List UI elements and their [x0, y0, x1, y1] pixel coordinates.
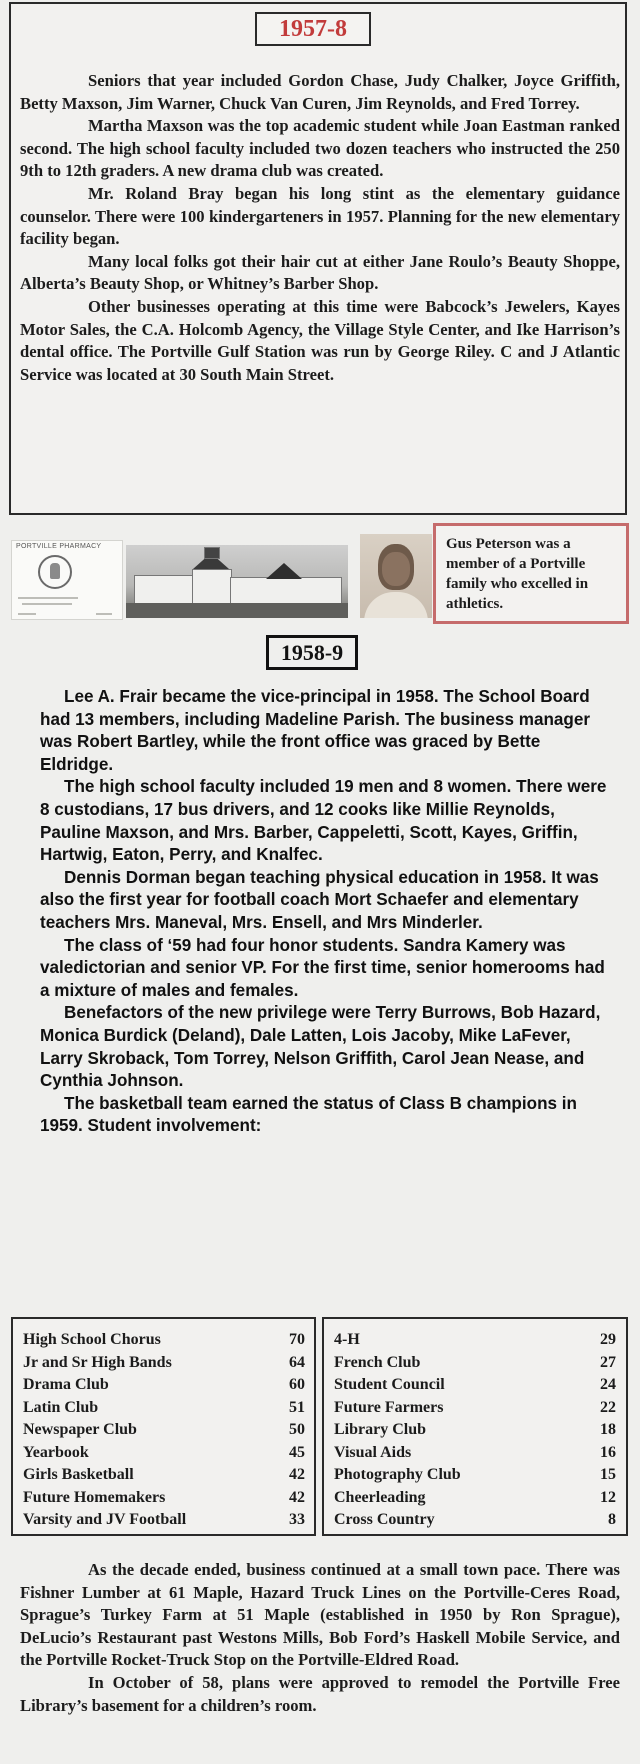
pharmacy-card-title: PORTVILLE PHARMACY: [16, 543, 102, 550]
activity-name: Cheerleading: [334, 1488, 426, 1506]
table-row: [13, 1487, 314, 1510]
involvement-table-right: [322, 1317, 628, 1536]
activity-count: 70: [289, 1331, 305, 1348]
paragraph: Seniors that year included Gordon Chase, Judy Chalker, Joyce Griffith, Betty Maxson, Jim Warner, Chuck Van Curen, Jim Reynolds, and Fred Torrey.: [20, 71, 620, 113]
activity-count: 18: [600, 1421, 616, 1438]
activity-count: 42: [289, 1466, 305, 1483]
closing-text: [20, 1559, 620, 1717]
gus-peterson-portrait: [360, 534, 432, 618]
photo-caption: Gus Peterson was a member of a Portville family who excelled in athletics.: [433, 523, 629, 624]
activity-count: 50: [289, 1421, 305, 1438]
paragraph: Mr. Roland Bray began his long stint as the elementary guidance counselor. There were 100 kindergarteners in 1957. Planning for the new elementary facility began.: [20, 183, 620, 249]
activity-name: Yearbook: [23, 1443, 89, 1461]
card-text-line: [18, 613, 36, 615]
table-row: [324, 1419, 626, 1442]
table-row: [13, 1329, 314, 1352]
paragraph: The basketball team earned the status of Class B champions in 1959. Student involvement:: [40, 1093, 577, 1136]
activity-name: Drama Club: [23, 1376, 109, 1393]
activity-count: 29: [600, 1331, 616, 1348]
activity-count: 64: [289, 1353, 305, 1371]
table-row: [13, 1464, 314, 1487]
card-text-line: [96, 613, 112, 615]
activity-name: Visual Aids: [334, 1443, 412, 1461]
activity-name: 4-H: [334, 1331, 360, 1348]
paragraph: Lee A. Frair became the vice-principal in 1958. The School Board had 13 members, including Madeline Parish. The business manager was Robert Bartley, while the front office was graced by Bette Eldridge.: [40, 687, 591, 774]
activity-count: 15: [600, 1466, 616, 1483]
activity-count: 60: [289, 1376, 305, 1393]
activity-name: Newspaper Club: [23, 1421, 137, 1438]
table-row: [13, 1397, 314, 1420]
card-text-line: [18, 597, 78, 599]
paragraph: Martha Maxson was the top academic student while Joan Eastman ranked second. The high school faculty included two dozen teachers who instructed the 250 9th to 12th graders. A new drama club was created.: [20, 116, 620, 181]
paragraph: The class of ‘59 had four honor students. Sandra Kamery was valedictorian and senior VP. For the first time, senior homerooms had a mixture of males and females.: [40, 935, 605, 1000]
card-text-line: [22, 603, 72, 605]
table-row: [324, 1374, 626, 1397]
activity-name: Cross Country: [334, 1511, 435, 1528]
activity-name: Photography Club: [334, 1466, 461, 1483]
table-row: [324, 1397, 626, 1420]
table-row: [324, 1352, 626, 1375]
table-row: [13, 1352, 314, 1375]
paragraph: The high school faculty included 19 men and 8 women. There were 8 custodians, 17 bus drivers, and 12 cooks like Millie Reynolds, Pauline Maxson, and Mrs. Barber, Cappeletti, Scott, Kayes, Griffin, Hartwig, Eaton, Perry, and Knalfec.: [40, 777, 607, 865]
school-building-photo: [126, 545, 348, 618]
activity-name: Future Farmers: [334, 1398, 444, 1416]
activity-count: 27: [600, 1353, 616, 1371]
activity-name: Varsity and JV Football: [23, 1511, 187, 1528]
table-row: [13, 1419, 314, 1442]
table-row: [324, 1487, 626, 1510]
table-row: [13, 1509, 314, 1532]
paragraph: Dennis Dorman began teaching physical education in 1958. It was also the first year for football coach Mort Schaefer and elementary teachers Mrs. Maneval, Mrs. Ensell, and Mrs Minderler.: [40, 867, 599, 932]
section-title-1957: 1957-8: [255, 12, 371, 46]
paragraph: As the decade ended, business continued at a small town pace. There was Fishner Lumber at 61 Maple, Hazard Truck Lines on the Portville-Ceres Road, Sprague’s Turkey Farm at 51 Maple (established in 1950 by Ron Sprague), DeLucio’s Restaurant past Westons Mills, Bob Ford’s Haskell Mobile Service, and the Portville Rocket-Truck Stop on the Portville-Eldred Road.: [20, 1560, 620, 1670]
activity-name: Latin Club: [23, 1398, 99, 1416]
activity-count: 33: [289, 1511, 305, 1528]
activity-name: Library Club: [334, 1421, 427, 1438]
involvement-table-left: [11, 1317, 316, 1536]
activity-count: 24: [600, 1376, 616, 1393]
activity-name: Girls Basketball: [23, 1466, 134, 1483]
paragraph: Many local folks got their hair cut at either Jane Roulo’s Beauty Shoppe, Alberta’s Beauty Shop, or Whitney’s Barber Shop.: [20, 251, 620, 294]
activity-name: Student Council: [334, 1376, 445, 1393]
activity-count: 45: [289, 1443, 305, 1461]
paragraph: Other businesses operating at this time were Babcock’s Jewelers, Kayes Motor Sales, the C.A. Holcomb Agency, the Village Style Center, and Ike Harrison’s dental office. The Portville Gulf Station was run by George Riley. C and J Atlantic Service was located at 30 South Main Street.: [20, 296, 620, 384]
paragraph: In October of 58, plans were approved to remodel the Portville Free Library’s basement for a children’s room.: [20, 1672, 620, 1715]
table-row: [324, 1442, 626, 1465]
activity-name: Future Homemakers: [23, 1488, 166, 1506]
section-1957-text: [20, 70, 620, 386]
table-row: [13, 1374, 314, 1397]
paragraph: Benefactors of the new privilege were Terry Burrows, Bob Hazard, Monica Burdick (Deland), Dale Latten, Lois Jacoby, Mike LaFever, Larry Skroback, Tom Torrey, Nelson Griffith, Carol Jean Nease, and Cynthia Johnson.: [40, 1003, 601, 1091]
table-row: [324, 1509, 626, 1532]
pharmacy-logo-icon: [38, 555, 72, 589]
activity-count: 51: [289, 1398, 305, 1416]
table-row: [324, 1464, 626, 1487]
table-row: [13, 1442, 314, 1465]
section-title-1958: 1958-9: [266, 635, 358, 670]
pharmacy-business-card: [11, 540, 123, 620]
activity-count: 12: [600, 1488, 616, 1506]
activity-name: Jr and Sr High Bands: [23, 1353, 172, 1371]
activity-count: 16: [600, 1443, 616, 1461]
activity-name: High School Chorus: [23, 1331, 161, 1348]
activity-count: 42: [289, 1488, 305, 1506]
table-row: [324, 1329, 626, 1352]
activity-count: 8: [608, 1511, 616, 1528]
activity-count: 22: [600, 1398, 616, 1416]
activity-name: French Club: [334, 1353, 421, 1371]
section-1958-text: [40, 686, 618, 1138]
